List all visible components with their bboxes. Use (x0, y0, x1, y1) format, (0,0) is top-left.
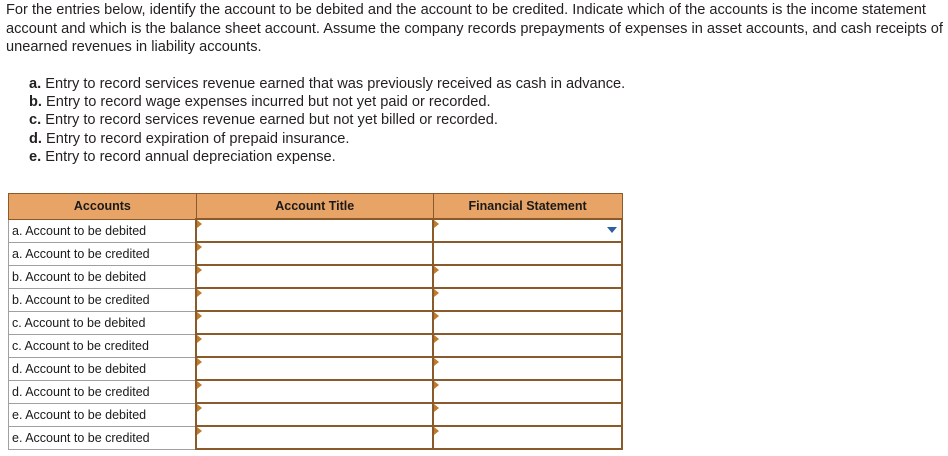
triangle-flag-icon (197, 220, 202, 228)
account-title-input[interactable] (196, 334, 433, 357)
triangle-flag-icon (434, 427, 439, 435)
entry-item (29, 148, 625, 166)
row-label: c. Account to be debited (9, 311, 197, 334)
triangle-flag-icon (434, 335, 439, 343)
financial-statement-select[interactable] (433, 357, 622, 380)
entry-letter: e. (29, 148, 42, 165)
entry-letter: b. (29, 94, 42, 111)
triangle-flag-icon (197, 358, 202, 366)
financial-statement-select[interactable] (433, 311, 622, 334)
entry-letter: d. (29, 130, 42, 147)
account-title-input[interactable] (196, 242, 433, 265)
row-label: d. Account to be debited (9, 357, 197, 380)
header-accounts: Accounts (9, 194, 197, 220)
triangle-flag-icon (197, 312, 202, 320)
financial-statement-select[interactable] (433, 242, 622, 265)
entries-list (29, 75, 625, 166)
table-row (9, 403, 623, 426)
triangle-flag-icon (434, 266, 439, 274)
account-title-input[interactable] (196, 426, 433, 449)
entry-letter: a. (29, 76, 42, 92)
entry-item (29, 130, 625, 148)
row-label: a. Account to be debited (9, 219, 197, 242)
row-label: c. Account to be credited (9, 334, 197, 357)
triangle-flag-icon (197, 289, 202, 297)
entry-item (29, 111, 625, 129)
triangle-flag-icon (434, 381, 439, 389)
entry-text: Entry to record wage expenses incurred but not yet paid or recorded. (41, 94, 491, 111)
entry-text: Entry to record annual depreciation expense. (41, 148, 336, 165)
triangle-flag-icon (197, 243, 202, 251)
entry-item (29, 93, 625, 111)
row-label: a. Account to be credited (9, 242, 197, 265)
triangle-flag-icon (197, 266, 202, 274)
table-header-row (9, 194, 623, 220)
accounts-table (8, 193, 623, 450)
table-row (9, 357, 623, 380)
triangle-flag-icon (434, 289, 439, 297)
triangle-flag-icon (197, 335, 202, 343)
financial-statement-select[interactable] (433, 219, 622, 242)
table-row (9, 219, 623, 242)
triangle-flag-icon (434, 312, 439, 320)
triangle-flag-icon (434, 404, 439, 412)
financial-statement-select[interactable] (433, 288, 622, 311)
account-title-input[interactable] (196, 357, 433, 380)
row-label: b. Account to be credited (9, 288, 197, 311)
entry-text: Entry to record services revenue earned that was previously received as cash in advance. (41, 76, 626, 92)
triangle-flag-icon (197, 427, 202, 435)
row-label: d. Account to be credited (9, 380, 197, 403)
instructions-text: For the entries below, identify the account to be debited and the account to be credited. Indicate which of the accounts is the income statement account and which is the balance sheet account. Assume the company records prepayments of expenses in asset accounts, and cash receipts of unearned revenues in liability accounts. (6, 2, 943, 55)
account-title-input[interactable] (196, 403, 433, 426)
financial-statement-select[interactable] (433, 426, 622, 449)
financial-statement-select[interactable] (433, 334, 622, 357)
table-row (9, 265, 623, 288)
financial-statement-select[interactable] (433, 265, 622, 288)
entry-letter: c. (29, 112, 42, 129)
financial-statement-select[interactable] (433, 403, 622, 426)
triangle-flag-icon (434, 220, 439, 228)
table-row (9, 288, 623, 311)
table-row (9, 426, 623, 449)
account-title-input[interactable] (196, 380, 433, 403)
account-title-input[interactable] (196, 311, 433, 334)
triangle-flag-icon (197, 381, 202, 389)
row-label: e. Account to be debited (9, 403, 197, 426)
entry-text: Entry to record expiration of prepaid insurance. (41, 130, 350, 147)
table-row (9, 380, 623, 403)
triangle-flag-icon (434, 358, 439, 366)
chevron-down-icon[interactable] (607, 227, 617, 233)
account-title-input[interactable] (196, 288, 433, 311)
entry-item (29, 75, 625, 93)
header-financial-statement: Financial Statement (433, 194, 622, 220)
table-row (9, 311, 623, 334)
row-label: e. Account to be credited (9, 426, 197, 449)
account-title-input[interactable] (196, 265, 433, 288)
table-row (9, 334, 623, 357)
table-row (9, 242, 623, 265)
header-account-title: Account Title (196, 194, 433, 220)
row-label: b. Account to be debited (9, 265, 197, 288)
account-title-input[interactable] (196, 219, 433, 242)
financial-statement-select[interactable] (433, 380, 622, 403)
entry-text: Entry to record services revenue earned but not yet billed or recorded. (41, 112, 498, 129)
triangle-flag-icon (197, 404, 202, 412)
